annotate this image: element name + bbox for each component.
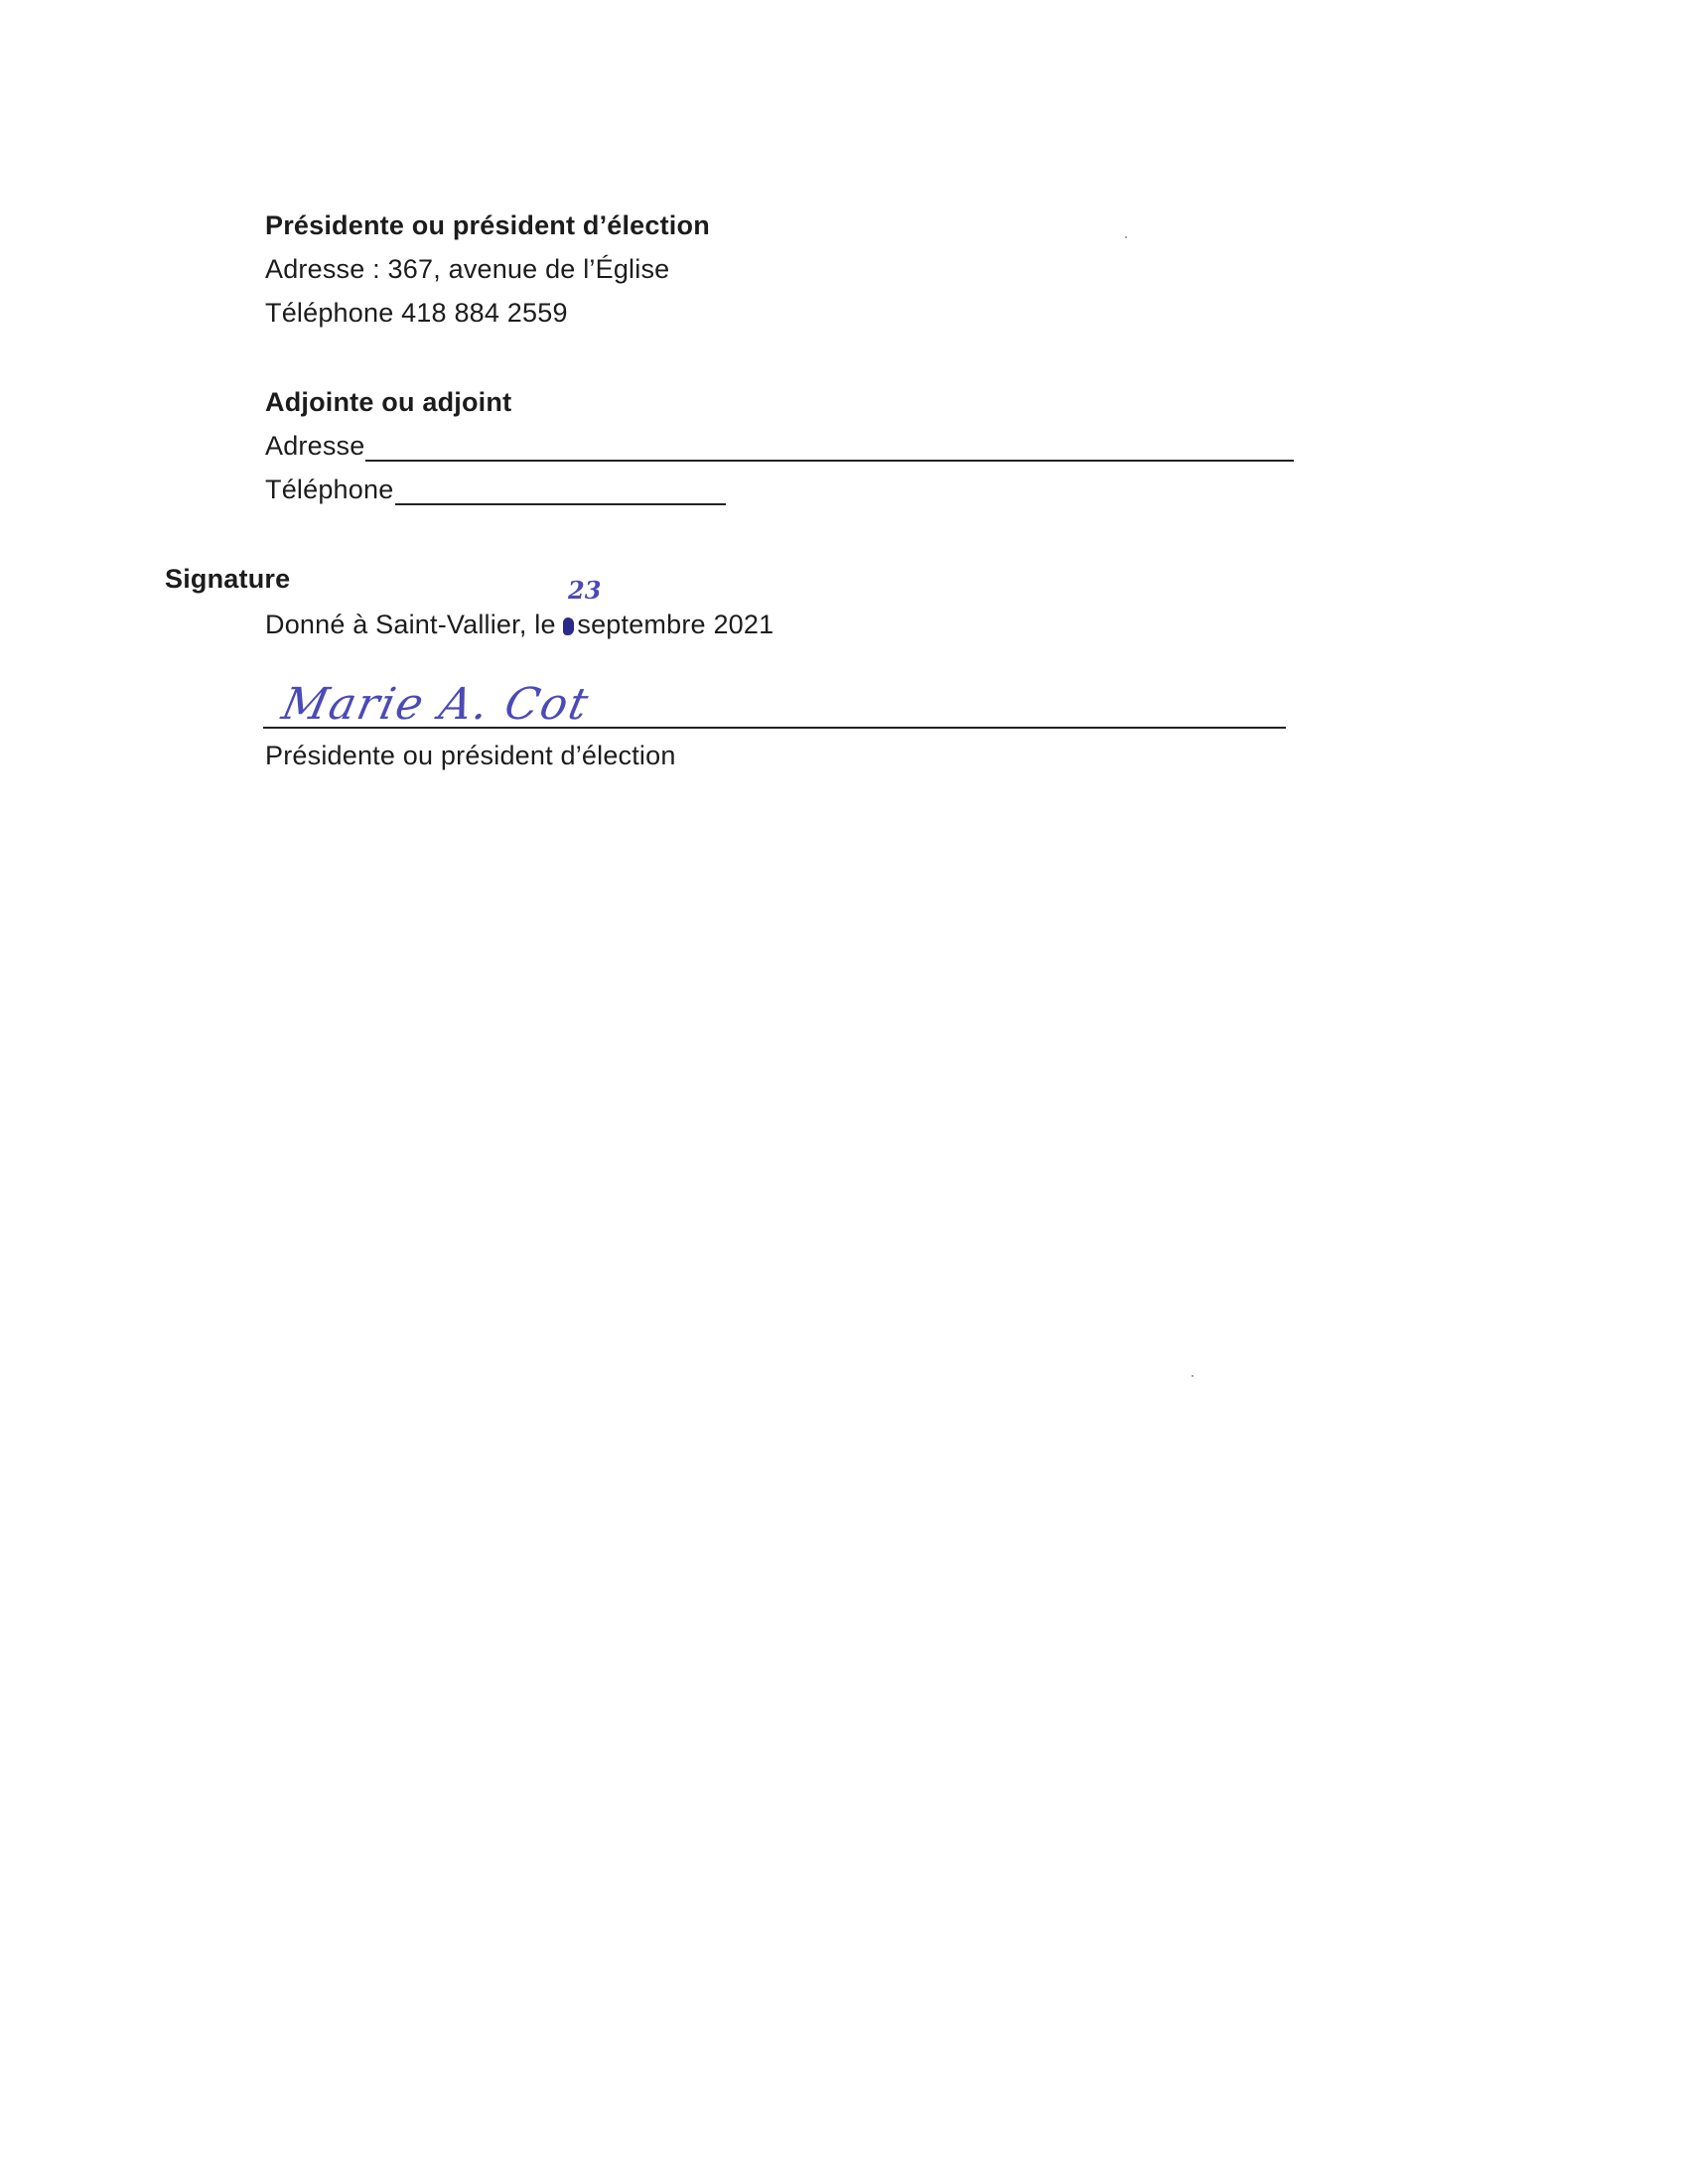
- signer-title: Présidente ou président d’élection: [265, 741, 676, 770]
- given-at-prefix: Donné à Saint-Vallier, le: [265, 610, 564, 639]
- adjoint-address-label: Adresse: [265, 431, 365, 461]
- scan-speck: [1192, 1375, 1194, 1377]
- signature-line: [263, 727, 1286, 729]
- adjoint-phone-line: [395, 503, 726, 505]
- adjoint-phone-label: Téléphone: [265, 475, 394, 504]
- handwritten-day: 23: [568, 576, 602, 605]
- ink-blot: [563, 617, 574, 635]
- adjoint-heading: Adjointe ou adjoint: [265, 387, 512, 417]
- given-at-line: [265, 608, 774, 641]
- given-at-suffix: septembre 2021: [577, 610, 774, 639]
- president-address: Adresse : 367, avenue de l’Église: [265, 254, 670, 284]
- scan-speck: [1125, 236, 1127, 238]
- signature-scrawl: Marie A. Cot: [277, 679, 595, 730]
- signature-heading: Signature: [165, 564, 291, 594]
- president-phone: Téléphone 418 884 2559: [265, 298, 568, 328]
- adjoint-address-line: [365, 460, 1294, 462]
- president-heading: Présidente ou président d’élection: [265, 210, 710, 240]
